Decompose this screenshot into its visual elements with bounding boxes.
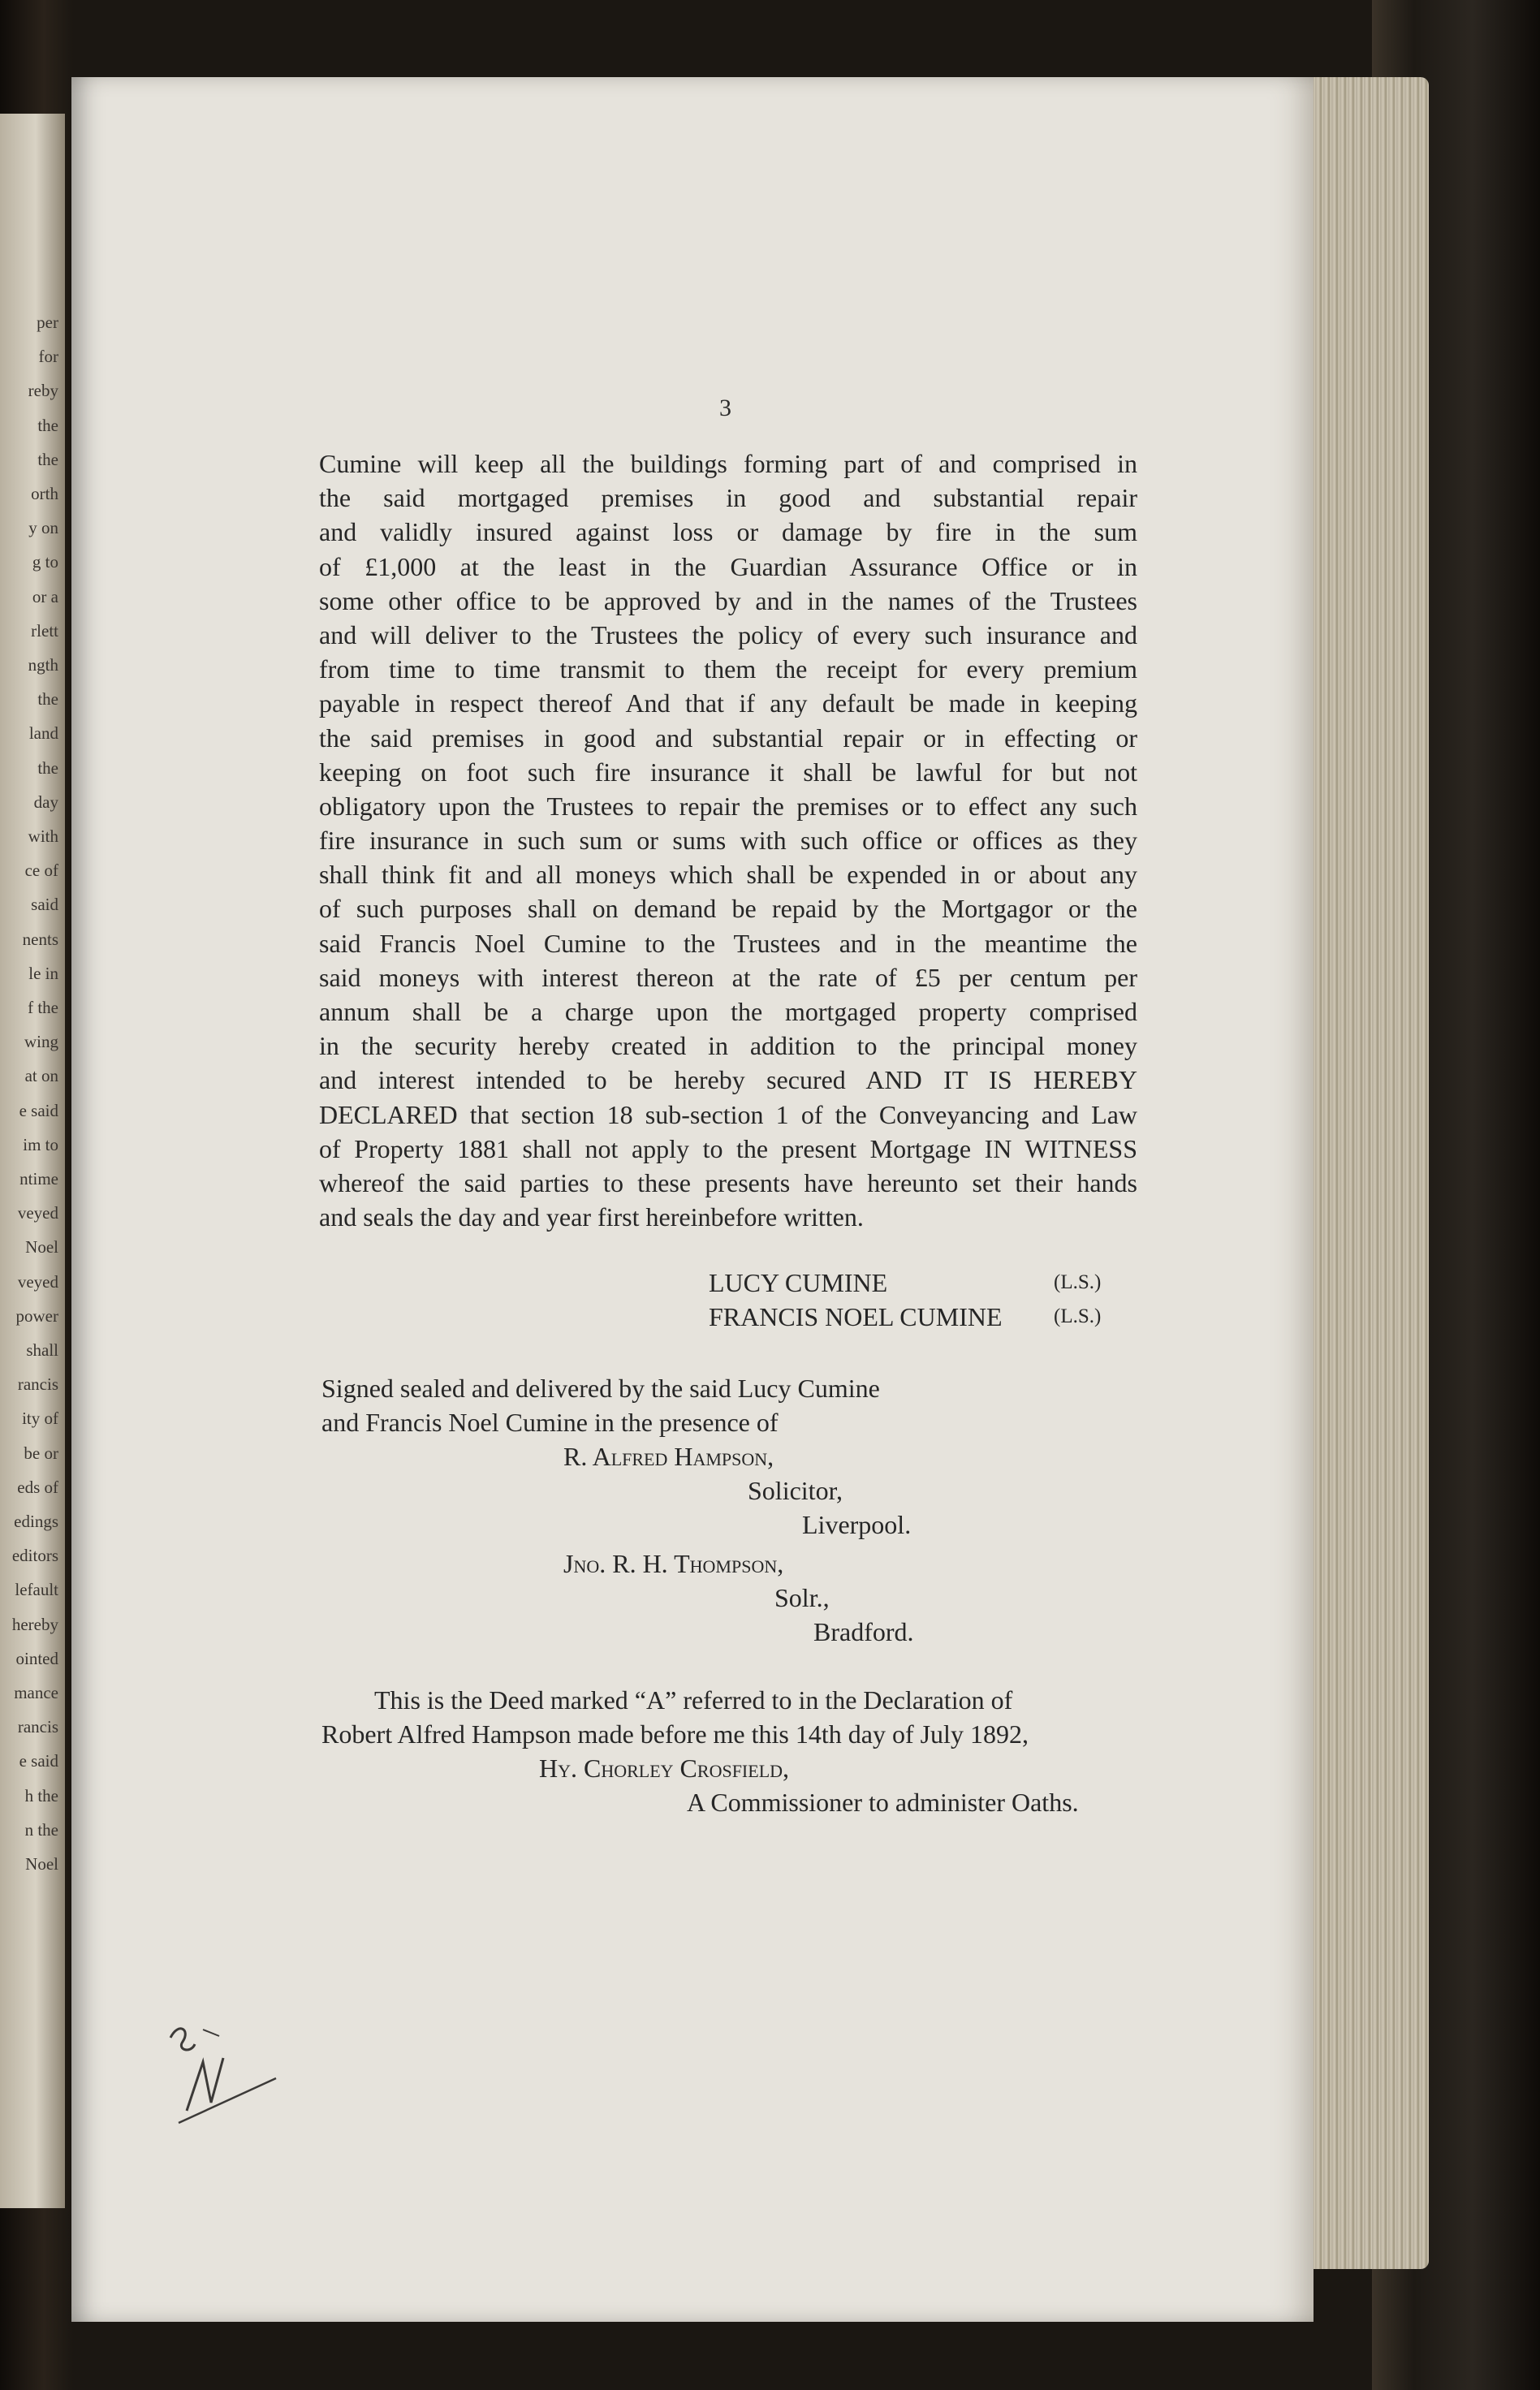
left-page-text: rancis [17, 1374, 58, 1395]
left-page-text: rancis [17, 1717, 58, 1737]
left-page-text: the [37, 415, 58, 435]
pencil-initials-mark [154, 2013, 284, 2135]
left-page-text: said [31, 895, 58, 915]
left-page-text: for [38, 347, 58, 367]
left-page-text: eds of [17, 1477, 58, 1497]
body-line: of such purposes shall on demand be repaid by the Mortgagor or the [319, 894, 1137, 924]
body-line: in the security hereby created in addition to the principal money [319, 1031, 1137, 1061]
left-page-text: ngth [28, 655, 58, 675]
body-line: some other office to be approved by and in the names of the Trustees [319, 585, 1137, 615]
left-page-fragment [0, 114, 65, 2208]
body-line: fire insurance in such sum or sums with such office or offices as they [319, 826, 1137, 856]
seal-mark: (L.S.) [1054, 1305, 1102, 1327]
left-page-text: Noel [25, 1237, 58, 1258]
deed-body [319, 447, 1137, 1234]
left-page-text: e said [19, 1751, 58, 1771]
left-page-text: day [33, 792, 58, 812]
left-page-text: the [37, 449, 58, 469]
left-page-text: with [28, 826, 58, 846]
body-line: whereof the said parties to these presents have hereunto set their hands [319, 1167, 1137, 1197]
left-page-text: ce of [24, 861, 58, 881]
body-line: the said premises in good and substantial repair or in effecting or [319, 723, 1137, 753]
attestation-line: Signed sealed and delivered by the said Lucy Cumine [321, 1374, 880, 1403]
page-edges [1299, 77, 1429, 2269]
left-page-text: the [37, 689, 58, 710]
signatory-name: FRANCIS NOEL CUMINE [709, 1302, 1003, 1331]
body-line: and seals the day and year first hereinbefore written. [319, 1202, 864, 1232]
body-line: and validly insured against loss or damage by fire in the sum [319, 517, 1137, 547]
left-page-text: e said [19, 1100, 58, 1120]
body-line: DECLARED that section 18 sub-section 1 of the Conveyancing and Law [319, 1099, 1137, 1129]
left-page-text: g to [32, 552, 58, 572]
left-page-text: orth [31, 484, 58, 503]
left-page-text: be or [24, 1443, 58, 1463]
left-page-text: wing [24, 1032, 58, 1052]
left-page-text: lefault [15, 1580, 58, 1600]
left-page-text: land [28, 723, 58, 744]
left-page-text: per [37, 313, 58, 332]
witness-name: Jno. R. H. Thompson, [563, 1549, 784, 1578]
left-page-text: ntime [19, 1169, 58, 1189]
left-page-text: nents [22, 929, 58, 949]
seal-mark: (L.S.) [1054, 1271, 1102, 1293]
left-page-text: editors [11, 1546, 58, 1566]
left-page-text: le in [28, 963, 58, 983]
left-page-text: hereby [11, 1614, 58, 1634]
body-line: of £1,000 at the least in the Guardian Assurance Office or in [319, 551, 1137, 581]
left-page-text: mance [14, 1683, 58, 1702]
body-line: and will deliver to the Trustees the policy of every such insurance and [319, 619, 1137, 649]
left-page-text: edings [14, 1512, 58, 1531]
witness-place: Bradford. [813, 1617, 914, 1646]
body-line: said Francis Noel Cumine to the Trustees and in the meantime the [319, 928, 1137, 958]
left-page-text: rlett [31, 620, 58, 641]
left-page-text: reby [28, 381, 58, 401]
attestation-line: and Francis Noel Cumine in the presence of [321, 1408, 779, 1437]
body-line: of Property 1881 shall not apply to the present Mortgage IN WITNESS [319, 1133, 1137, 1163]
left-page-text: veyed [17, 1271, 58, 1292]
left-page-text: at on [24, 1066, 58, 1086]
left-page-text: im to [23, 1134, 58, 1154]
left-page-text: f the [28, 998, 58, 1017]
body-line: said moneys with interest thereon at the rate of £5 per centum per [319, 962, 1137, 992]
left-page-text: ity of [22, 1409, 58, 1429]
commissioner-name: Hy. Chorley Crosfield, [539, 1754, 790, 1783]
witness-title: Solicitor, [748, 1476, 843, 1505]
left-page-text: ointed [15, 1648, 58, 1668]
left-page-text: Noel [25, 1854, 58, 1874]
body-line: the said mortgaged premises in good and substantial repair [319, 483, 1137, 513]
page-number: 3 [719, 395, 731, 421]
left-page-text: shall [26, 1340, 58, 1360]
commissioner-title: A Commissioner to administer Oaths. [687, 1788, 1079, 1817]
left-page-text: or a [32, 586, 58, 606]
body-line: shall think fit and all moneys which shall be expended in or about any [319, 860, 1137, 890]
body-line: from time to time transmit to them the receipt for every premium [319, 654, 1137, 684]
body-line: payable in respect thereof And that if any default be made in keeping [319, 688, 1137, 718]
body-line: keeping on foot such fire insurance it shall be lawful for but not [319, 757, 1137, 787]
left-page-text: h the [24, 1785, 58, 1805]
exhibit-note-line: Robert Alfred Hampson made before me this 14th day of July 1892, [321, 1719, 1029, 1749]
body-line: obligatory upon the Trustees to repair the premises or to effect any such [319, 791, 1137, 821]
body-line: and interest intended to be hereby secured AND IT IS HEREBY [319, 1065, 1137, 1095]
witness-name: R. Alfred Hampson, [563, 1442, 774, 1471]
body-line: annum shall be a charge upon the mortgaged property comprised [319, 997, 1137, 1026]
left-page-text: the [37, 757, 58, 778]
witness-title: Solr., [774, 1583, 830, 1612]
left-page-text: veyed [17, 1203, 58, 1223]
left-page-text: power [15, 1305, 58, 1326]
witness-place: Liverpool. [802, 1510, 912, 1539]
signatory-name: LUCY CUMINE [709, 1268, 888, 1297]
left-page-text: n the [24, 1819, 58, 1840]
exhibit-note-line: This is the Deed marked “A” referred to in the Declaration of [374, 1685, 1013, 1715]
body-line: Cumine will keep all the buildings forming part of and comprised in [319, 449, 1137, 478]
left-page-text: y on [28, 518, 58, 538]
